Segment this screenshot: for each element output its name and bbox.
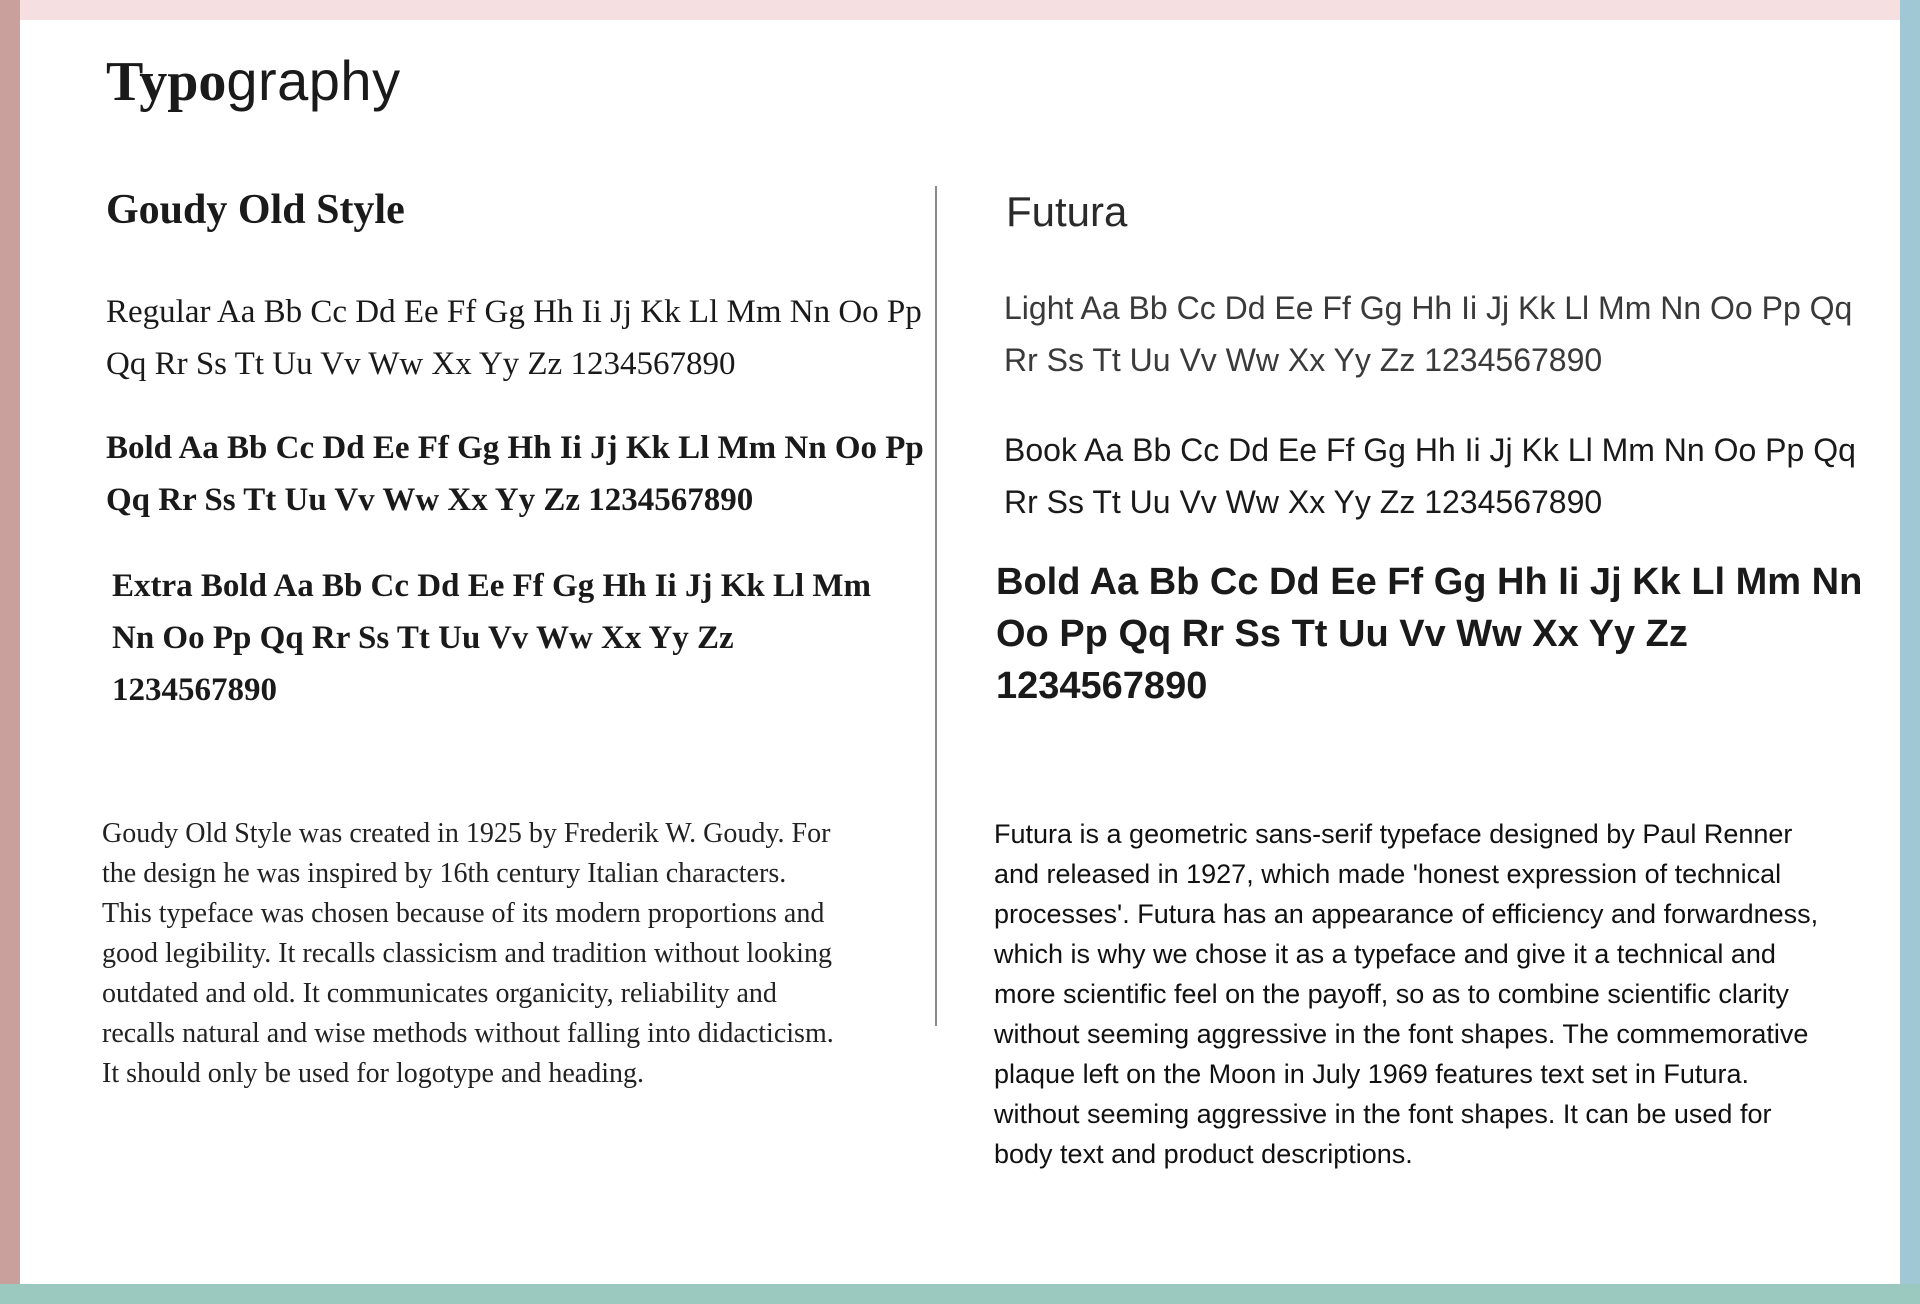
page-title-bold: Typo <box>106 51 227 113</box>
futura-description: Futura is a geometric sans-serif typeface designed by Paul Renner and released in 1927, which made 'honest expression of technical processes'. Futura has an appearance of efficiency and forwardness, which is why we chose it as a typeface and give it a technical and more scientific feel on the payoff, so as to combine scientific clarity without seeming aggressive in the font shapes. The commemorative plaque left on the Moon in July 1969 features text set in Futura. without seeming aggressive in the font shapes. It can be used for body text and product descriptions. <box>994 819 1819 1169</box>
goudy-regular-specimen: Regular Aa Bb Cc Dd Ee Ff Gg Hh Ii Jj Kk Ll Mm Nn Oo Pp Qq Rr Ss Tt Uu Vv Ww Xx Yy Zz 1234567890 <box>106 294 922 382</box>
goudy-bold-specimen: Bold Aa Bb Cc Dd Ee Ff Gg Hh Ii Jj Kk Ll Mm Nn Oo Pp Qq Rr Ss Tt Uu Vv Ww Xx Yy Zz 1234567890 <box>106 430 924 518</box>
left-color-band <box>0 0 20 1304</box>
goudy-description: Goudy Old Style was created in 1925 by Frederik W. Goudy. For the design he was inspired by 16th century Italian characters. This typeface was chosen because of its modern proportions and good legibility. It recalls classicism and tradition without looking outdated and old. It communicates organicity, reliability and recalls natural and wise methods without falling into didacticism. It should only be used for logotype and heading. <box>102 818 834 1089</box>
page-title <box>106 46 401 117</box>
goudy-extra-bold-specimen: Extra Bold Aa Bb Cc Dd Ee Ff Gg Hh Ii Jj Kk Ll Mm Nn Oo Pp Qq Rr Ss Tt Uu Vv Ww Xx Yy Zz 1234567890 <box>112 568 872 708</box>
goudy-font-name: Goudy Old Style <box>106 187 405 233</box>
futura-book-specimen: Book Aa Bb Cc Dd Ee Ff Gg Hh Ii Jj Kk Ll Mm Nn Oo Pp Qq Rr Ss Tt Uu Vv Ww Xx Yy Zz 1234567890 <box>1004 432 1856 520</box>
futura-light-specimen: Light Aa Bb Cc Dd Ee Ff Gg Hh Ii Jj Kk Ll Mm Nn Oo Pp Qq Rr Ss Tt Uu Vv Ww Xx Yy Zz 1234567890 <box>1004 290 1853 378</box>
page-title-light: graphy <box>226 49 401 112</box>
futura-bold-specimen: Bold Aa Bb Cc Dd Ee Ff Gg Hh Ii Jj Kk Ll Mm Nn Oo Pp Qq Rr Ss Tt Uu Vv Ww Xx Yy Zz 1234567890 <box>996 561 1863 707</box>
futura-font-name: Futura <box>1006 188 1128 235</box>
right-color-band <box>1900 0 1920 1304</box>
column-divider <box>935 186 937 1026</box>
top-color-band <box>0 0 1920 20</box>
bottom-color-band <box>0 1284 1920 1304</box>
